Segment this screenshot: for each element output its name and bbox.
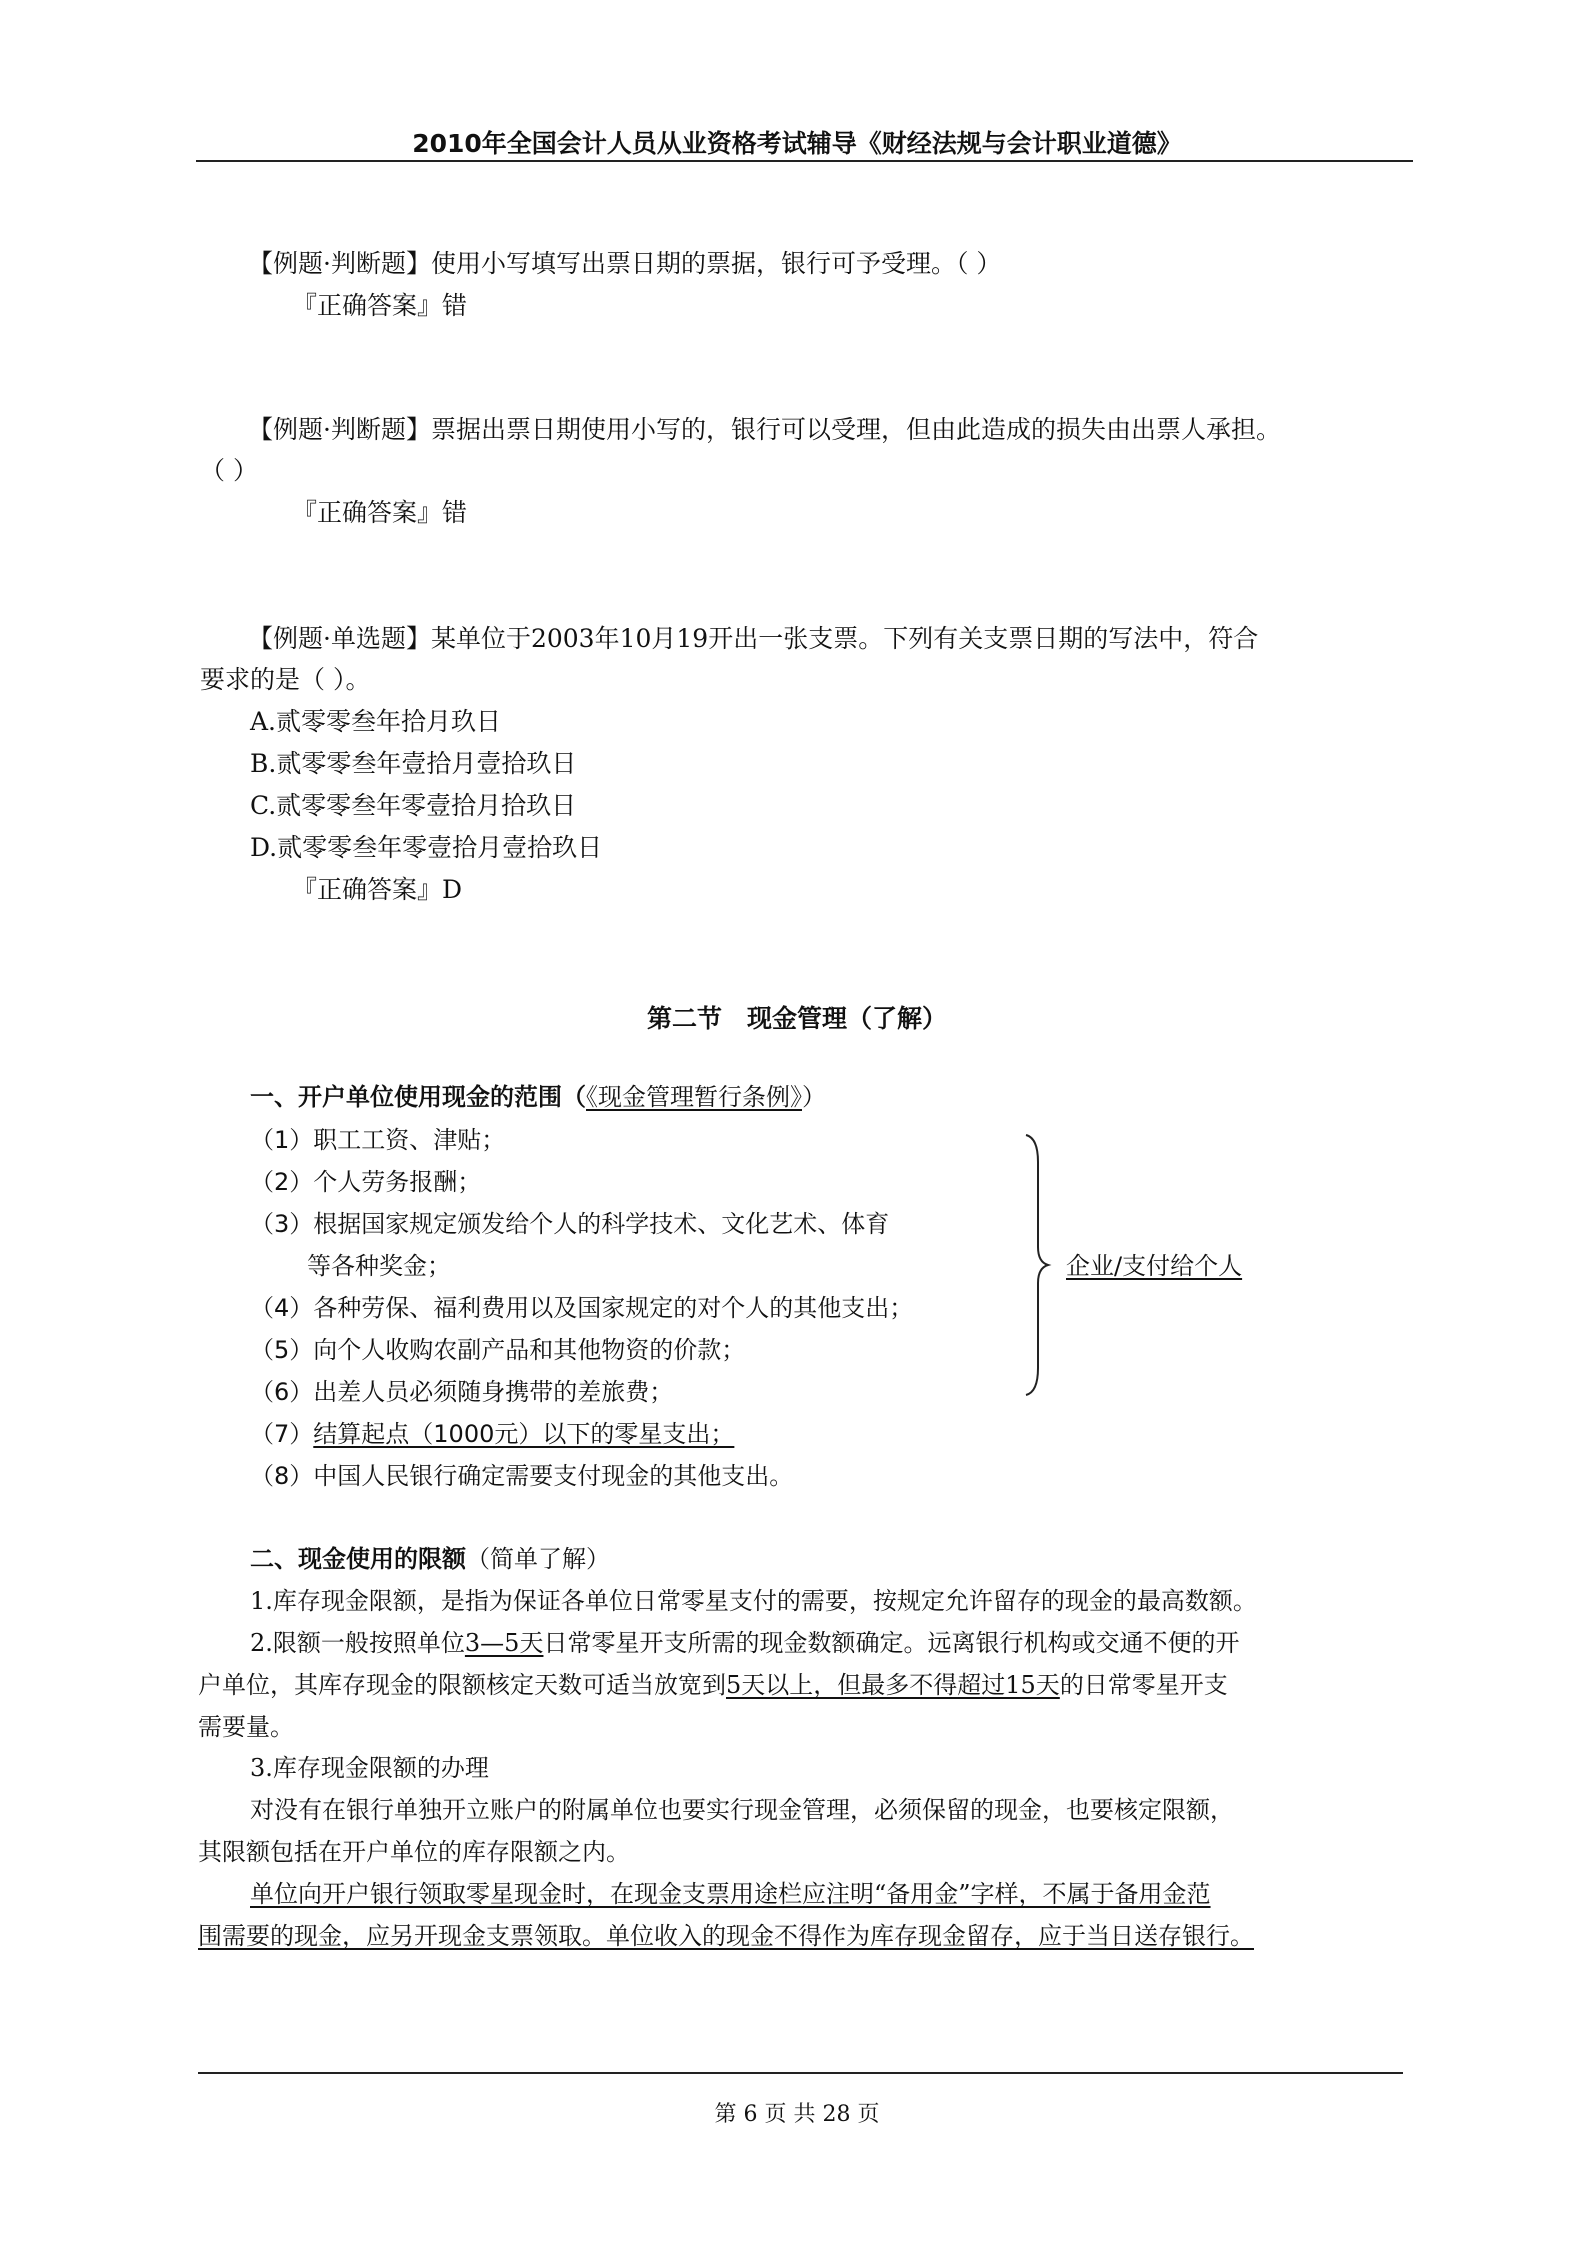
- item-number: （7）: [250, 1420, 314, 1448]
- list-item: （6）出差人员必须随身携带的差旅费；: [250, 1378, 674, 1406]
- list-item: （2）个人劳务报酬；: [250, 1168, 482, 1196]
- text: 户单位，其库存现金的限额核定天数可适当放宽到: [198, 1671, 726, 1699]
- paragraph: 需要量。: [198, 1713, 294, 1741]
- list-item: （1）职工工资、津贴；: [250, 1126, 506, 1154]
- q1-question: 【例题·判断题】使用小写填写出票日期的票据，银行可予受理。（ ）: [248, 249, 1002, 278]
- q3-answer: 『正确答案』D: [292, 875, 463, 904]
- q3-option: A.贰零零叁年拾月玖日: [250, 707, 502, 736]
- text: 的日常零星开支: [1059, 1671, 1228, 1699]
- q3-option: D.贰零零叁年零壹拾月壹拾玖日: [250, 833, 603, 862]
- part2-heading-text: 二、现金使用的限额: [250, 1545, 466, 1573]
- list-item: （5）向个人收购农副产品和其他物资的价款；: [250, 1336, 746, 1364]
- q3-option: C.贰零零叁年零壹拾月拾玖日: [250, 791, 577, 820]
- part1-heading-text: 一、开户单位使用现金的范围（: [250, 1083, 586, 1111]
- q2-answer: 『正确答案』错: [292, 498, 468, 527]
- regulation-link: 《现金管理暂行条例》: [586, 1083, 802, 1111]
- footer-rule: [198, 2072, 1403, 2074]
- text: 日常零星开支所需的现金数额确定。远离银行机构或交通不便的开: [543, 1629, 1240, 1657]
- q2-question: 【例题·判断题】票据出票日期使用小写的，银行可以受理，但由此造成的损失由出票人承担。: [248, 415, 1281, 444]
- q2-cont: （ ）: [200, 456, 258, 485]
- list-item-cont: 等各种奖金；: [307, 1252, 451, 1280]
- paragraph: [250, 1628, 1239, 1658]
- list-item: （4）各种劳保、福利费用以及国家规定的对个人的其他支出；: [250, 1294, 914, 1322]
- q3-question: 【例题·单选题】某单位于2003年10月19开出一张支票。下列有关支票日期的写法中，符合: [248, 624, 1259, 653]
- q3-cont: 要求的是（ ）。: [200, 665, 371, 694]
- q3-option: B.贰零零叁年壹拾月壹拾玖日: [250, 749, 577, 778]
- paragraph: 其限额包括在开户单位的库存限额之内。: [198, 1838, 630, 1866]
- item-text: 结算起点（1000元）以下的零星支出；: [313, 1420, 735, 1448]
- part2-heading-note: （简单了解）: [466, 1545, 610, 1573]
- paragraph: 3.库存现金限额的办理: [250, 1754, 489, 1782]
- paragraph: [198, 1670, 1228, 1700]
- part1-heading: [250, 1082, 826, 1112]
- text-underlined: 5天以上，但最多不得超过15天: [726, 1671, 1060, 1699]
- paragraph: 1.库存现金限额，是指为保证各单位日常零星支付的需要，按规定允许留存的现金的最高数额。: [250, 1587, 1257, 1615]
- q1-answer: 『正确答案』错: [292, 291, 468, 320]
- page-number: 第 6 页 共 28 页: [714, 2102, 880, 2127]
- text: 2.限额一般按照单位: [250, 1629, 465, 1657]
- paragraph-underlined: 围需要的现金，应另开现金支票领取。单位收入的现金不得作为库存现金留存，应于当日送存银行。: [198, 1922, 1254, 1950]
- paragraph-underlined: 单位向开户银行领取零星现金时，在现金支票用途栏应注明“备用金”字样，不属于备用金范: [250, 1880, 1211, 1908]
- text-underlined: 3—5天: [464, 1629, 544, 1657]
- list-item: [250, 1419, 734, 1449]
- list-item: （3）根据国家规定颁发给个人的科学技术、文化艺术、体育: [250, 1210, 890, 1238]
- page-header: 2010年全国会计人员从业资格考试辅导《财经法规与会计职业道德》: [412, 129, 1182, 158]
- part2-heading: [250, 1544, 610, 1574]
- section-title: 第二节 现金管理（了解）: [646, 1004, 947, 1033]
- brace-icon: [1022, 1132, 1052, 1398]
- brace-label: 企业/支付给个人: [1066, 1252, 1243, 1280]
- paragraph: 对没有在银行单独开立账户的附属单位也要实行现金管理，必须保留的现金，也要核定限额，: [250, 1796, 1234, 1824]
- list-item: （8）中国人民银行确定需要支付现金的其他支出。: [250, 1462, 794, 1490]
- header-rule: [196, 160, 1413, 162]
- part1-heading-end: ）: [802, 1083, 826, 1111]
